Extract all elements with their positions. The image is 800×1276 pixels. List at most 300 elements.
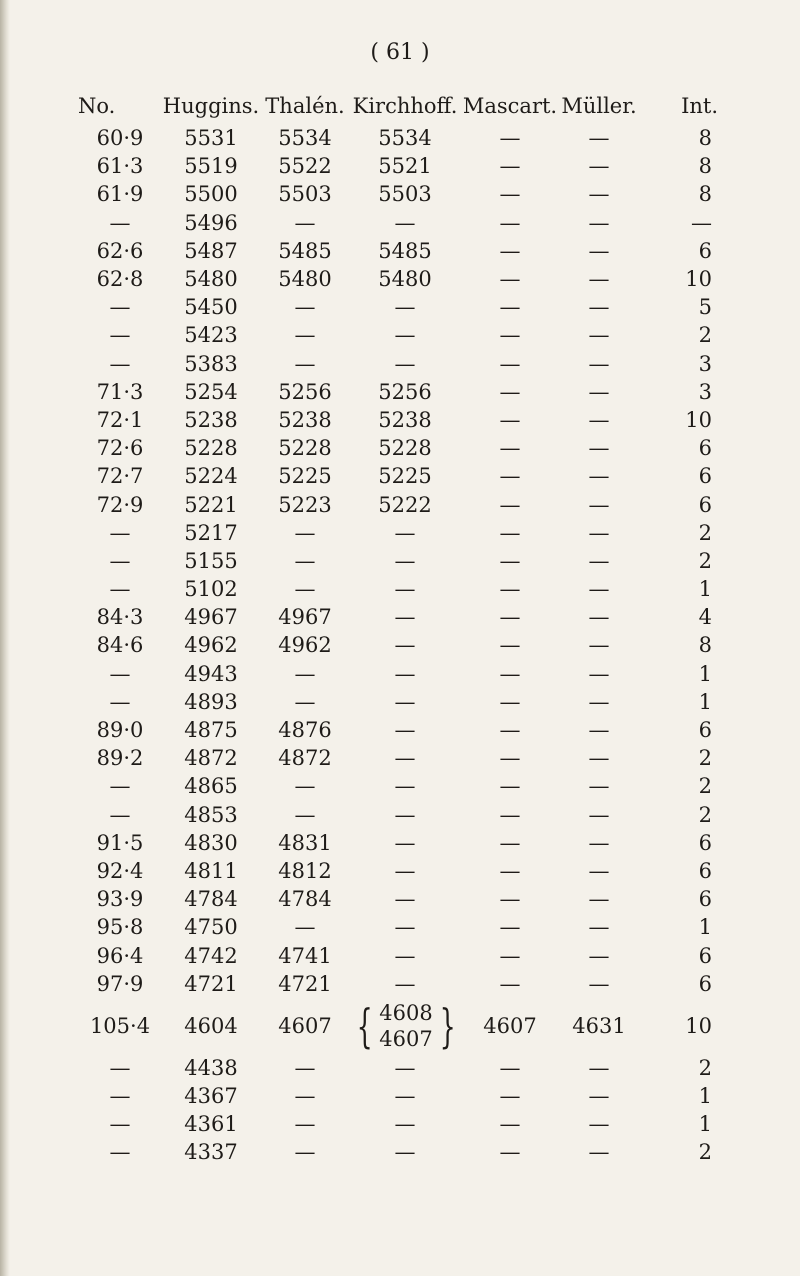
cell-kirchhoff: 5225 <box>378 464 432 489</box>
cell-no: — <box>109 577 131 602</box>
cell-mascart: — <box>499 351 521 376</box>
cell-muller: — <box>588 605 610 630</box>
cell-no: — <box>109 351 131 376</box>
cell-kirchhoff: — <box>394 605 416 630</box>
cell-mascart: — <box>499 1084 521 1109</box>
header-mascart: Mascart. <box>462 94 558 118</box>
cell-mascart: — <box>499 267 521 292</box>
cell-thalen: — <box>294 577 316 602</box>
cell-huggins: 4721 <box>184 971 238 996</box>
cell-muller: — <box>588 210 610 235</box>
cell-muller: — <box>588 238 610 263</box>
table-row <box>78 462 718 490</box>
cell-int: 6 <box>698 858 712 883</box>
cell-kirchhoff: — <box>394 689 416 714</box>
cell-thalen: — <box>294 915 316 940</box>
header-int: Int. <box>681 94 718 118</box>
cell-thalen: 4784 <box>278 887 332 912</box>
cell-int: 1 <box>698 577 712 602</box>
cell-muller: — <box>588 887 610 912</box>
cell-mascart: — <box>499 379 521 404</box>
cell-no: 95·8 <box>96 915 144 940</box>
cell-no: 72·9 <box>96 492 144 517</box>
cell-mascart: — <box>499 858 521 883</box>
cell-int: 2 <box>698 520 712 545</box>
cell-huggins: 5496 <box>184 210 238 235</box>
cell-huggins: 4784 <box>184 887 238 912</box>
cell-kirchhoff: — <box>394 774 416 799</box>
cell-int: 2 <box>698 1140 712 1165</box>
kirchhoff-value-lower: 4607 <box>379 1026 433 1051</box>
cell-kirchhoff: — <box>394 746 416 771</box>
cell-kirchhoff: — <box>394 971 416 996</box>
cell-huggins: 5519 <box>184 154 238 179</box>
cell-mascart: — <box>499 520 521 545</box>
cell-muller: — <box>588 746 610 771</box>
table-row <box>78 265 718 293</box>
cell-int: 6 <box>698 887 712 912</box>
cell-muller: — <box>588 1084 610 1109</box>
cell-no: — <box>109 548 131 573</box>
cell-thalen: — <box>294 1055 316 1080</box>
cell-mascart: — <box>499 718 521 743</box>
cell-muller: — <box>588 915 610 940</box>
cell-kirchhoff: 5521 <box>378 154 432 179</box>
cell-kirchhoff: — <box>394 1140 416 1165</box>
cell-muller: — <box>588 295 610 320</box>
cell-kirchhoff: 5238 <box>378 407 432 432</box>
table-row <box>78 660 718 688</box>
cell-thalen: — <box>294 802 316 827</box>
table-row <box>78 321 718 349</box>
table-row <box>78 1138 718 1166</box>
cell-huggins: 4875 <box>184 718 238 743</box>
cell-no: 93·9 <box>96 887 144 912</box>
cell-mascart: — <box>499 605 521 630</box>
cell-no: 97·9 <box>96 971 144 996</box>
cell-mascart: — <box>499 971 521 996</box>
cell-thalen: 5256 <box>278 379 332 404</box>
cell-thalen: 5480 <box>278 267 332 292</box>
cell-thalen: — <box>294 1140 316 1165</box>
cell-kirchhoff: 5534 <box>378 126 432 151</box>
cell-huggins: 4893 <box>184 689 238 714</box>
header-no: No. <box>78 94 116 118</box>
kirchhoff-value-upper: 4608 <box>379 1000 433 1025</box>
cell-mascart: — <box>499 802 521 827</box>
cell-thalen: 5503 <box>278 182 332 207</box>
table-row <box>78 885 718 913</box>
cell-muller: — <box>588 267 610 292</box>
cell-int: 8 <box>698 126 712 151</box>
cell-kirchhoff: — <box>394 887 416 912</box>
cell-int: 5 <box>698 295 712 320</box>
cell-int: 6 <box>698 971 712 996</box>
cell-no: 61·3 <box>96 154 144 179</box>
cell-thalen: 5228 <box>278 436 332 461</box>
cell-mascart: — <box>499 887 521 912</box>
cell-int: 1 <box>698 689 712 714</box>
cell-int: 6 <box>698 492 712 517</box>
cell-thalen: — <box>294 351 316 376</box>
cell-thalen: 4872 <box>278 746 332 771</box>
cell-huggins: 4361 <box>184 1112 238 1137</box>
cell-int: 10 <box>685 267 712 292</box>
cell-huggins: 4853 <box>184 802 238 827</box>
cell-int: 2 <box>698 548 712 573</box>
table-row <box>78 406 718 434</box>
cell-huggins: 4943 <box>184 661 238 686</box>
cell-huggins: 4962 <box>184 633 238 658</box>
cell-thalen: — <box>294 548 316 573</box>
bracket-row-group <box>78 998 718 1054</box>
cell-kirchhoff: — <box>394 661 416 686</box>
cell-muller: — <box>588 633 610 658</box>
cell-thalen: 4962 <box>278 633 332 658</box>
cell-kirchhoff: 5485 <box>378 238 432 263</box>
table-body-tail <box>78 1054 718 1167</box>
table-row <box>78 1054 718 1082</box>
cell-mascart: — <box>499 633 521 658</box>
cell-thalen: 4721 <box>278 971 332 996</box>
cell-int: 10 <box>685 1013 712 1038</box>
cell-muller: — <box>588 830 610 855</box>
cell-huggins: 5450 <box>184 295 238 320</box>
table-row <box>78 519 718 547</box>
cell-huggins: 5238 <box>184 407 238 432</box>
cell-thalen: — <box>294 1112 316 1137</box>
cell-int: 6 <box>698 238 712 263</box>
cell-mascart: — <box>499 1140 521 1165</box>
cell-no: — <box>109 295 131 320</box>
cell-muller: — <box>588 436 610 461</box>
cell-int: 1 <box>698 661 712 686</box>
cell-mascart: — <box>499 746 521 771</box>
cell-huggins: 4865 <box>184 774 238 799</box>
table-row <box>78 1110 718 1138</box>
cell-muller: — <box>588 492 610 517</box>
table-row <box>78 434 718 462</box>
cell-muller: — <box>588 126 610 151</box>
cell-muller: — <box>588 577 610 602</box>
cell-kirchhoff: — <box>394 830 416 855</box>
table-row <box>78 857 718 885</box>
cell-muller: — <box>588 689 610 714</box>
cell-mascart: — <box>499 295 521 320</box>
cell-huggins: 4967 <box>184 605 238 630</box>
page-number: ( 61 ) <box>370 40 430 65</box>
cell-kirchhoff: 5228 <box>378 436 432 461</box>
cell-thalen: 4967 <box>278 605 332 630</box>
right-brace: } <box>439 998 456 1053</box>
cell-muller: — <box>588 464 610 489</box>
cell-no: 61·9 <box>96 182 144 207</box>
cell-int: 8 <box>698 633 712 658</box>
cell-int: 2 <box>698 1055 712 1080</box>
cell-no: 60·9 <box>96 126 144 151</box>
cell-mascart: — <box>499 830 521 855</box>
cell-int: 1 <box>698 1112 712 1137</box>
cell-muller: — <box>588 379 610 404</box>
cell-kirchhoff: — <box>394 520 416 545</box>
cell-kirchhoff: — <box>394 802 416 827</box>
cell-no: 92·4 <box>96 858 144 883</box>
cell-no: — <box>109 802 131 827</box>
cell-no: — <box>109 1140 131 1165</box>
table-body <box>78 124 718 998</box>
table-row <box>78 970 718 998</box>
cell-thalen: 4741 <box>278 943 332 968</box>
cell-huggins: 5155 <box>184 548 238 573</box>
cell-huggins: 5487 <box>184 238 238 263</box>
cell-int: 3 <box>698 351 712 376</box>
cell-thalen: 5522 <box>278 154 332 179</box>
cell-mascart: 4607 <box>483 1013 537 1038</box>
cell-int: 1 <box>698 1084 712 1109</box>
cell-mascart: — <box>499 548 521 573</box>
cell-kirchhoff: — <box>394 577 416 602</box>
cell-no: — <box>109 520 131 545</box>
cell-mascart: — <box>499 492 521 517</box>
cell-muller: — <box>588 1055 610 1080</box>
cell-no: 72·1 <box>96 407 144 432</box>
cell-mascart: — <box>499 154 521 179</box>
cell-mascart: — <box>499 407 521 432</box>
cell-huggins: 5254 <box>184 379 238 404</box>
cell-thalen: 5534 <box>278 126 332 151</box>
cell-no: 84·3 <box>96 605 144 630</box>
cell-int: 2 <box>698 774 712 799</box>
table-row <box>78 378 718 406</box>
cell-huggins: 4438 <box>184 1055 238 1080</box>
cell-kirchhoff: — <box>394 1084 416 1109</box>
cell-huggins: 5531 <box>184 126 238 151</box>
cell-huggins: 5228 <box>184 436 238 461</box>
cell-mascart: — <box>499 323 521 348</box>
cell-int: 8 <box>698 154 712 179</box>
cell-int: 6 <box>698 943 712 968</box>
cell-no: 91·5 <box>96 830 144 855</box>
cell-mascart: — <box>499 1112 521 1137</box>
cell-muller: — <box>588 323 610 348</box>
cell-muller: — <box>588 1112 610 1137</box>
cell-no: — <box>109 774 131 799</box>
cell-muller: — <box>588 548 610 573</box>
cell-no: 72·7 <box>96 464 144 489</box>
cell-kirchhoff: — <box>394 295 416 320</box>
cell-mascart: — <box>499 126 521 151</box>
cell-thalen: 5485 <box>278 238 332 263</box>
cell-int: 3 <box>698 379 712 404</box>
table-row <box>78 772 718 800</box>
cell-huggins: 4337 <box>184 1140 238 1165</box>
cell-int: 6 <box>698 464 712 489</box>
table-row <box>78 209 718 237</box>
cell-thalen: — <box>294 520 316 545</box>
cell-no: — <box>109 210 131 235</box>
cell-kirchhoff: — <box>394 323 416 348</box>
cell-thalen: 5223 <box>278 492 332 517</box>
cell-muller: — <box>588 520 610 545</box>
cell-int: 6 <box>698 830 712 855</box>
spectral-lines-table <box>78 88 718 1167</box>
cell-muller: 4631 <box>572 1013 626 1038</box>
cell-no: 84·6 <box>96 633 144 658</box>
cell-kirchhoff: — <box>394 210 416 235</box>
cell-muller: — <box>588 943 610 968</box>
cell-int: 2 <box>698 323 712 348</box>
cell-int: 1 <box>698 915 712 940</box>
cell-thalen: — <box>294 689 316 714</box>
header-kirchhoff: Kirchhoff. <box>352 94 458 118</box>
cell-muller: — <box>588 351 610 376</box>
cell-huggins: 4367 <box>184 1084 238 1109</box>
table-row <box>78 913 718 941</box>
cell-thalen: 5238 <box>278 407 332 432</box>
cell-mascart: — <box>499 436 521 461</box>
cell-thalen: — <box>294 1084 316 1109</box>
cell-int: 10 <box>685 407 712 432</box>
page-edge-shadow <box>0 0 10 1276</box>
cell-huggins: 5383 <box>184 351 238 376</box>
cell-kirchhoff: — <box>394 943 416 968</box>
cell-kirchhoff: — <box>394 351 416 376</box>
cell-no: — <box>109 661 131 686</box>
cell-mascart: — <box>499 915 521 940</box>
header-huggins: Huggins. <box>162 94 260 118</box>
cell-no: — <box>109 1112 131 1137</box>
cell-mascart: — <box>499 577 521 602</box>
table-row <box>78 575 718 603</box>
cell-no: — <box>109 323 131 348</box>
table-row <box>78 744 718 772</box>
cell-mascart: — <box>499 774 521 799</box>
cell-kirchhoff: — <box>394 718 416 743</box>
table-row <box>78 237 718 265</box>
left-brace: { <box>356 998 373 1053</box>
cell-muller: — <box>588 1140 610 1165</box>
cell-kirchhoff: — <box>394 1055 416 1080</box>
cell-huggins: 5221 <box>184 492 238 517</box>
table-row <box>78 801 718 829</box>
table-row <box>78 293 718 321</box>
cell-muller: — <box>588 718 610 743</box>
cell-mascart: — <box>499 182 521 207</box>
cell-huggins: 5224 <box>184 464 238 489</box>
header-row <box>78 88 718 124</box>
cell-huggins: 4830 <box>184 830 238 855</box>
cell-no: 72·6 <box>96 436 144 461</box>
cell-int: 2 <box>698 746 712 771</box>
cell-kirchhoff: 5256 <box>378 379 432 404</box>
cell-huggins: 4604 <box>184 1013 238 1038</box>
table-row <box>78 1082 718 1110</box>
cell-int: 2 <box>698 802 712 827</box>
table-row <box>78 829 718 857</box>
cell-kirchhoff: — <box>394 915 416 940</box>
cell-int: — <box>691 210 712 235</box>
table-row <box>78 631 718 659</box>
cell-huggins: 5102 <box>184 577 238 602</box>
cell-kirchhoff-bracketed <box>350 998 460 1054</box>
cell-huggins: 4872 <box>184 746 238 771</box>
cell-huggins: 5217 <box>184 520 238 545</box>
cell-huggins: 4742 <box>184 943 238 968</box>
cell-mascart: — <box>499 661 521 686</box>
cell-no: 62·6 <box>96 238 144 263</box>
cell-muller: — <box>588 154 610 179</box>
cell-mascart: — <box>499 1055 521 1080</box>
cell-thalen: 4831 <box>278 830 332 855</box>
cell-no: 71·3 <box>96 379 144 404</box>
cell-thalen: — <box>294 323 316 348</box>
cell-no: 89·2 <box>96 746 144 771</box>
cell-thalen: — <box>294 295 316 320</box>
cell-mascart: — <box>499 210 521 235</box>
cell-huggins: 5480 <box>184 267 238 292</box>
cell-no: 62·8 <box>96 267 144 292</box>
cell-kirchhoff: — <box>394 633 416 658</box>
table-row <box>78 350 718 378</box>
cell-kirchhoff: 5503 <box>378 182 432 207</box>
cell-int: 6 <box>698 718 712 743</box>
cell-int: 8 <box>698 182 712 207</box>
cell-huggins: 4811 <box>184 858 238 883</box>
table-row <box>78 180 718 208</box>
cell-mascart: — <box>499 943 521 968</box>
table-row <box>78 124 718 152</box>
cell-mascart: — <box>499 238 521 263</box>
cell-muller: — <box>588 858 610 883</box>
cell-kirchhoff: 5222 <box>378 492 432 517</box>
cell-thalen: — <box>294 661 316 686</box>
cell-kirchhoff: — <box>394 548 416 573</box>
cell-huggins: 5500 <box>184 182 238 207</box>
cell-no: 96·4 <box>96 943 144 968</box>
table-row <box>78 490 718 518</box>
table-row <box>78 941 718 969</box>
cell-thalen: 5225 <box>278 464 332 489</box>
cell-no: 105·4 <box>89 1013 151 1038</box>
cell-int: 6 <box>698 436 712 461</box>
cell-huggins: 4750 <box>184 915 238 940</box>
cell-mascart: — <box>499 464 521 489</box>
cell-kirchhoff: — <box>394 1112 416 1137</box>
cell-kirchhoff: — <box>394 858 416 883</box>
table-row <box>78 716 718 744</box>
cell-no: — <box>109 1055 131 1080</box>
cell-muller: — <box>588 774 610 799</box>
cell-no: — <box>109 689 131 714</box>
cell-mascart: — <box>499 689 521 714</box>
table-row <box>78 152 718 180</box>
cell-thalen: 4607 <box>278 1013 332 1038</box>
header-muller: Müller. <box>561 94 637 118</box>
table-row-bracketed <box>78 998 718 1054</box>
cell-muller: — <box>588 182 610 207</box>
cell-muller: — <box>588 971 610 996</box>
cell-int: 4 <box>698 605 712 630</box>
cell-no: 89·0 <box>96 718 144 743</box>
table-row <box>78 603 718 631</box>
cell-thalen: — <box>294 210 316 235</box>
cell-muller: — <box>588 661 610 686</box>
cell-thalen: 4876 <box>278 718 332 743</box>
cell-no: — <box>109 1084 131 1109</box>
cell-muller: — <box>588 407 610 432</box>
cell-thalen: — <box>294 774 316 799</box>
cell-huggins: 5423 <box>184 323 238 348</box>
